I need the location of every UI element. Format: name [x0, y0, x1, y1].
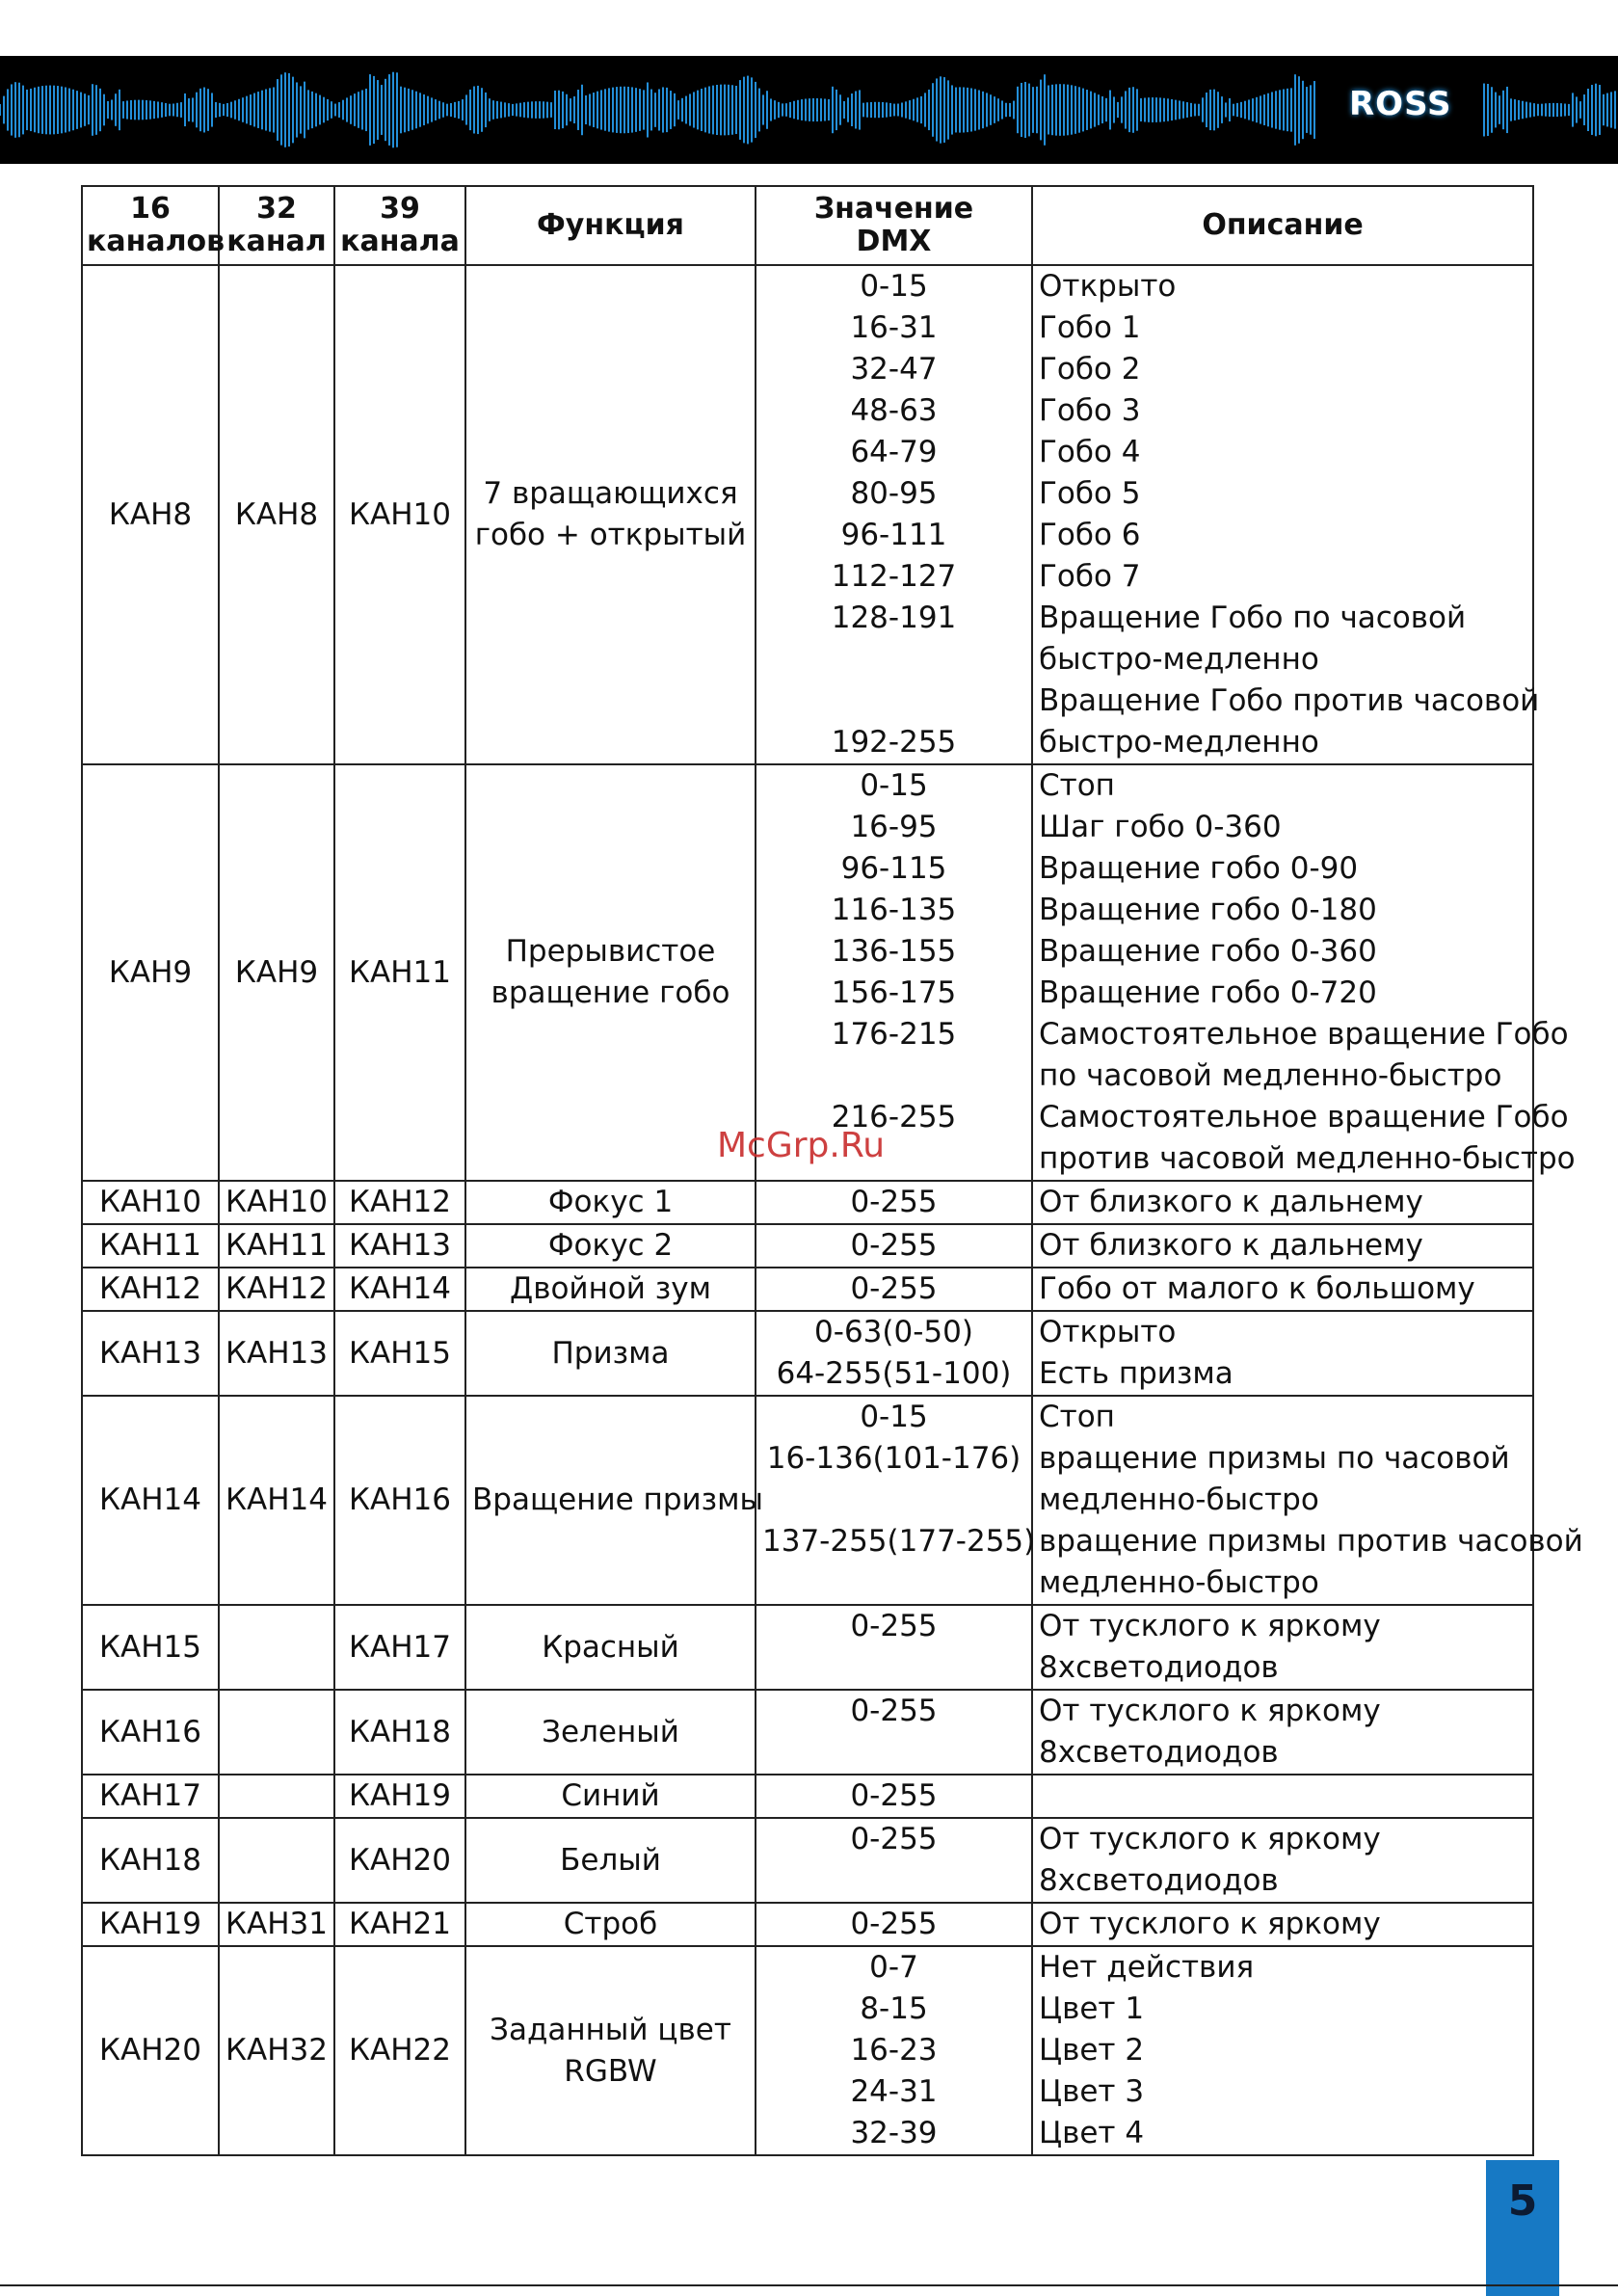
- description-cell: [1032, 1946, 1533, 2155]
- description-line: Вращение гобо 0-360: [1039, 934, 1377, 969]
- header-16-channels: 16 каналов: [82, 186, 219, 265]
- dmx-value-line: 48-63: [850, 393, 938, 428]
- channel-16-cell: КАН13: [82, 1311, 219, 1396]
- description-line: Цвет 1: [1039, 1991, 1145, 2026]
- channel-32-cell: [219, 1775, 334, 1818]
- dmx-value-line: [762, 1860, 1025, 1902]
- description-line: От близкого к дальнему: [1039, 1185, 1423, 1219]
- description-line: 8хсветодиодов: [1039, 1863, 1279, 1898]
- description-cell: [1032, 1268, 1533, 1311]
- description-cell: [1032, 1605, 1533, 1690]
- dmx-value-cell: [756, 1181, 1032, 1224]
- dmx-value-line: 0-15: [860, 768, 928, 803]
- description-line: против часовой медленно-быстро: [1039, 1141, 1576, 1176]
- description-line: медленно-быстро: [1039, 1565, 1319, 1600]
- function-cell: [465, 1946, 756, 2155]
- bottom-rule: [0, 2284, 1618, 2286]
- dmx-value-line: 96-111: [840, 518, 947, 552]
- channel-16-cell: КАН18: [82, 1818, 219, 1903]
- description-line: Нет действия: [1039, 1950, 1255, 1985]
- function-line: Строб: [563, 1907, 658, 1941]
- function-line: Фокус 2: [547, 1228, 674, 1263]
- function-line: вращение гобо: [491, 975, 730, 1010]
- description-line: Стоп: [1039, 768, 1115, 803]
- description-line: 8хсветодиодов: [1039, 1650, 1279, 1685]
- channel-39-cell: КАН18: [334, 1690, 465, 1775]
- channel-39-cell: КАН15: [334, 1311, 465, 1396]
- description-line: вращение призмы по часовой: [1039, 1441, 1510, 1476]
- description-line: Открыто: [1039, 1315, 1177, 1349]
- dmx-value-line: [762, 1647, 1025, 1689]
- channel-16-cell: КАН12: [82, 1268, 219, 1311]
- dmx-value-line: [762, 1055, 1025, 1097]
- dmx-value-line: 0-15: [860, 1400, 928, 1434]
- header-description: Описание: [1032, 186, 1533, 265]
- description-line: Гобо 1: [1039, 310, 1141, 345]
- description-line: медленно-быстро: [1039, 1482, 1319, 1517]
- description-line: Цвет 4: [1039, 2116, 1145, 2150]
- table-row: [82, 1775, 1533, 1818]
- table-row: [82, 1268, 1533, 1311]
- description-line: От тусклого к яркому: [1039, 1907, 1381, 1941]
- dmx-value-cell: [756, 1224, 1032, 1268]
- dmx-value-line: 0-255: [850, 1185, 938, 1219]
- table-row: [82, 1396, 1533, 1605]
- description-line: Цвет 2: [1039, 2033, 1145, 2068]
- dmx-value-cell: [756, 1311, 1032, 1396]
- description-line: Гобо 6: [1039, 518, 1141, 552]
- dmx-value-line: 8-15: [860, 1991, 928, 2026]
- description-line: по часовой медленно-быстро: [1039, 1058, 1502, 1093]
- function-line: Белый: [560, 1842, 661, 1878]
- table-row: [82, 265, 1533, 764]
- dmx-value-line: 0-15: [860, 269, 928, 304]
- channel-16-cell: КАН20: [82, 1946, 219, 2155]
- description-line: Вращение гобо 0-720: [1039, 975, 1377, 1010]
- dmx-value-line: 24-31: [850, 2074, 938, 2109]
- dmx-value-line: 192-255: [831, 725, 957, 760]
- channel-32-cell: КАН31: [219, 1903, 334, 1946]
- description-line: Вращение гобо 0-180: [1039, 893, 1377, 927]
- channel-16-cell: КАН11: [82, 1224, 219, 1268]
- dmx-channel-table: [81, 185, 1583, 2156]
- dmx-value-line: 216-255: [831, 1100, 957, 1135]
- dmx-value-line: 0-63(0-50): [814, 1315, 973, 1349]
- description-cell: [1032, 1903, 1533, 1946]
- dmx-value-cell: [756, 1818, 1032, 1903]
- channel-32-cell: КАН12: [219, 1268, 334, 1311]
- channel-32-cell: КАН9: [219, 764, 334, 1181]
- channel-16-cell: КАН8: [82, 265, 219, 764]
- dmx-value-line: 0-255: [850, 1609, 938, 1643]
- dmx-value-line: [762, 1480, 1025, 1521]
- dmx-value-line: 0-255: [850, 1907, 938, 1941]
- description-line: [1039, 1775, 1526, 1817]
- channel-39-cell: КАН21: [334, 1903, 465, 1946]
- channel-39-cell: КАН11: [334, 764, 465, 1181]
- dmx-value-line: 96-115: [840, 851, 947, 886]
- dmx-value-cell: [756, 1396, 1036, 1605]
- description-line: Цвет 3: [1039, 2074, 1145, 2109]
- header-dmx-value: Значение DMX: [756, 186, 1032, 265]
- function-line: Прерывистое: [505, 934, 716, 969]
- function-line: Синий: [561, 1778, 660, 1813]
- dmx-value-line: 32-47: [850, 352, 938, 387]
- channel-32-cell: КАН10: [219, 1181, 334, 1224]
- description-cell: [1032, 1311, 1533, 1396]
- function-cell: [465, 1775, 756, 1818]
- description-line: вращение призмы против часовой: [1039, 1524, 1583, 1559]
- description-line: Вращение Гобо против часовой: [1039, 683, 1540, 718]
- description-line: От тусклого к яркому: [1039, 1694, 1381, 1728]
- function-line: гобо + открытый: [474, 518, 747, 552]
- ross-logo: ROSS: [1349, 85, 1452, 123]
- header-32-channels: 32 канал: [219, 186, 334, 265]
- dmx-value-line: 16-95: [850, 810, 938, 844]
- dmx-value-line: [762, 1732, 1025, 1774]
- dmx-value-line: 16-23: [850, 2033, 938, 2068]
- dmx-value-line: 176-215: [831, 1017, 957, 1052]
- dmx-value-line: 128-191: [831, 601, 957, 635]
- channel-39-cell: КАН12: [334, 1181, 465, 1224]
- description-cell: [1032, 1690, 1533, 1775]
- table-row: [82, 1946, 1533, 2155]
- channel-39-cell: КАН19: [334, 1775, 465, 1818]
- function-cell: [465, 1818, 756, 1903]
- table-row: [82, 1181, 1533, 1224]
- function-cell: [465, 764, 756, 1181]
- dmx-value-cell: [756, 1605, 1032, 1690]
- function-line: Фокус 1: [547, 1185, 674, 1219]
- dmx-value-line: 116-135: [831, 893, 957, 927]
- channel-32-cell: КАН32: [219, 1946, 334, 2155]
- description-line: Стоп: [1039, 1400, 1115, 1434]
- function-line: 7 вращающихся: [483, 476, 738, 511]
- channel-39-cell: КАН16: [334, 1396, 465, 1605]
- description-cell: [1032, 265, 1540, 764]
- dmx-value-line: 64-79: [850, 435, 938, 469]
- table-row: [82, 1690, 1533, 1775]
- function-cell: [465, 1903, 756, 1946]
- dmx-value-cell: [756, 1690, 1032, 1775]
- channel-16-cell: КАН9: [82, 764, 219, 1181]
- function-line: Двойной зум: [509, 1271, 712, 1306]
- channel-16-cell: КАН14: [82, 1396, 219, 1605]
- description-line: Шаг гобо 0-360: [1039, 810, 1282, 844]
- function-cell: [465, 1268, 756, 1311]
- description-line: быстро-медленно: [1039, 642, 1319, 677]
- channel-32-cell: КАН8: [219, 265, 334, 764]
- dmx-value-line: 136-155: [831, 934, 957, 969]
- function-line: RGBW: [564, 2053, 657, 2089]
- description-line: быстро-медленно: [1039, 725, 1319, 760]
- dmx-value-line: 16-136(101-176): [766, 1441, 1021, 1476]
- header-function: Функция: [465, 186, 756, 265]
- dmx-value-line: 80-95: [850, 476, 938, 511]
- header-banner: [0, 56, 1618, 164]
- function-line: Вращение призмы: [472, 1482, 763, 1517]
- description-line: Гобо от малого к большому: [1039, 1271, 1475, 1306]
- description-line: Самостоятельное вращение Гобо: [1039, 1100, 1569, 1135]
- channel-32-cell: КАН13: [219, 1311, 334, 1396]
- description-cell: [1032, 1224, 1533, 1268]
- dmx-value-line: 0-255: [850, 1778, 938, 1813]
- function-line: Красный: [542, 1629, 679, 1665]
- table-row: [82, 1818, 1533, 1903]
- dmx-value-cell: [756, 1903, 1032, 1946]
- dmx-value-line: 156-175: [831, 975, 957, 1010]
- channel-32-cell: [219, 1605, 334, 1690]
- dmx-value-line: 16-31: [850, 310, 938, 345]
- channel-16-cell: КАН16: [82, 1690, 219, 1775]
- channel-39-cell: КАН20: [334, 1818, 465, 1903]
- dmx-value-line: [762, 681, 1025, 722]
- channel-16-cell: КАН17: [82, 1775, 219, 1818]
- channel-39-cell: КАН22: [334, 1946, 465, 2155]
- description-line: Гобо 7: [1039, 559, 1141, 594]
- description-line: Гобо 5: [1039, 476, 1141, 511]
- channel-16-cell: КАН19: [82, 1903, 219, 1946]
- dmx-value-cell: [756, 764, 1032, 1181]
- table-header-row: [82, 186, 1533, 265]
- description-line: От тусклого к яркому: [1039, 1609, 1381, 1643]
- description-line: Гобо 3: [1039, 393, 1141, 428]
- description-line: Гобо 2: [1039, 352, 1141, 387]
- channel-16-cell: КАН15: [82, 1605, 219, 1690]
- description-line: 8хсветодиодов: [1039, 1735, 1279, 1770]
- description-line: Есть призма: [1039, 1356, 1233, 1391]
- function-line: Заданный цвет: [490, 2012, 731, 2047]
- function-line: Зеленый: [542, 1714, 679, 1749]
- description-cell: [1032, 1396, 1583, 1605]
- function-cell: [465, 1690, 756, 1775]
- description-line: Вращение Гобо по часовой: [1039, 601, 1467, 635]
- header-39-channels: 39 канала: [334, 186, 465, 265]
- dmx-value-line: 112-127: [831, 559, 957, 594]
- dmx-value-cell: [756, 1775, 1032, 1818]
- dmx-value-line: [762, 639, 1025, 681]
- channel-32-cell: [219, 1818, 334, 1903]
- description-cell: [1032, 1775, 1533, 1818]
- table-row: [82, 1224, 1533, 1268]
- dmx-value-line: 0-255: [850, 1228, 938, 1263]
- dmx-value-cell: [756, 1946, 1032, 2155]
- dmx-value-line: 0-255: [850, 1694, 938, 1728]
- function-cell: [465, 1311, 756, 1396]
- description-line: Открыто: [1039, 269, 1177, 304]
- dmx-value-line: 0-255: [850, 1822, 938, 1856]
- description-cell: [1032, 1818, 1533, 1903]
- channel-32-cell: КАН11: [219, 1224, 334, 1268]
- description-line: Гобо 4: [1039, 435, 1141, 469]
- channel-39-cell: КАН10: [334, 265, 465, 764]
- table-row: [82, 1605, 1533, 1690]
- table-row: [82, 1311, 1533, 1396]
- function-line: Призма: [551, 1335, 670, 1371]
- function-cell: [465, 1181, 756, 1224]
- dmx-value-line: 32-39: [850, 2116, 938, 2150]
- description-line: Вращение гобо 0-90: [1039, 851, 1359, 886]
- channel-32-cell: КАН14: [219, 1396, 334, 1605]
- description-line: От тусклого к яркому: [1039, 1822, 1381, 1856]
- table-row: [82, 1903, 1533, 1946]
- function-cell: [465, 1396, 763, 1605]
- channel-39-cell: КАН17: [334, 1605, 465, 1690]
- dmx-value-cell: [756, 1268, 1032, 1311]
- dmx-value-line: 137-255(177-255): [762, 1524, 1036, 1559]
- function-cell: [465, 1605, 756, 1690]
- watermark: McGrp.Ru: [717, 1126, 886, 1165]
- function-cell: [465, 265, 756, 764]
- description-line: Самостоятельное вращение Гобо: [1039, 1017, 1569, 1052]
- description-cell: [1032, 1181, 1533, 1224]
- channel-16-cell: КАН10: [82, 1181, 219, 1224]
- channel-39-cell: КАН14: [334, 1268, 465, 1311]
- description-cell: [1032, 764, 1576, 1181]
- dmx-value-line: [762, 1562, 1025, 1604]
- table-row: [82, 764, 1533, 1181]
- dmx-value-line: 0-255: [850, 1271, 938, 1306]
- page-number: 5: [1486, 2160, 1559, 2296]
- dmx-value-cell: [756, 265, 1032, 764]
- function-cell: [465, 1224, 756, 1268]
- channel-32-cell: [219, 1690, 334, 1775]
- dmx-value-line: 64-255(51-100): [776, 1356, 1012, 1391]
- description-line: От близкого к дальнему: [1039, 1228, 1423, 1263]
- dmx-value-line: 0-7: [869, 1950, 918, 1985]
- channel-39-cell: КАН13: [334, 1224, 465, 1268]
